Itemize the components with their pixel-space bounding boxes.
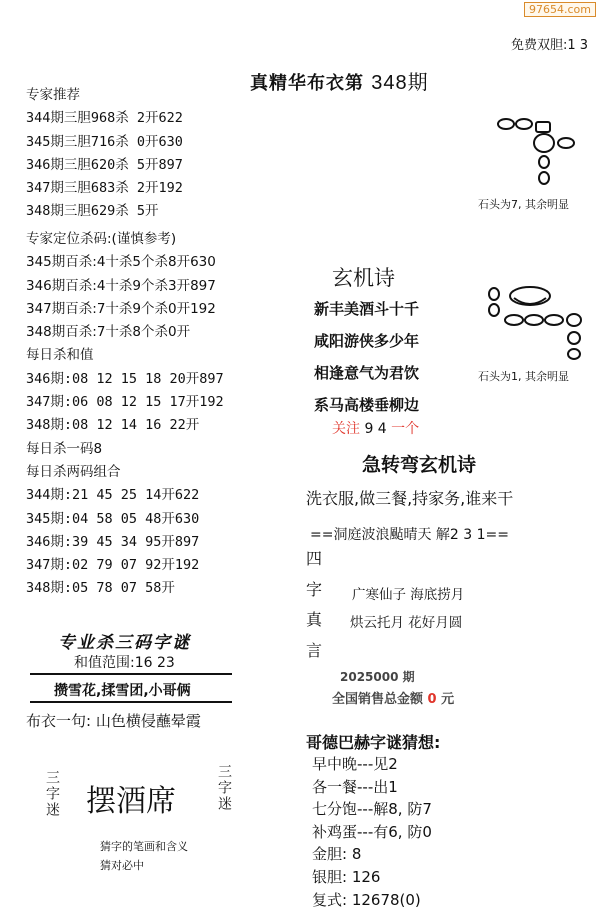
expert-section bbox=[26, 84, 183, 224]
buyi-line: 布衣一句: 山色横侵蘸晕霞 bbox=[26, 712, 201, 730]
four-words-char: 言 bbox=[306, 640, 323, 660]
kill-one-code: 每日杀一码8 bbox=[26, 440, 103, 457]
sum-kill-line: 347期:06 08 12 15 17开192 bbox=[26, 394, 224, 411]
title-issue: 348期 bbox=[371, 72, 429, 94]
xuanji-line: 系马高楼垂柳边 bbox=[314, 396, 420, 414]
turn-poem: 洗衣服,做三餐,持家务,谁来干 bbox=[306, 489, 514, 508]
position-kill-line: 348期百杀:7十杀8个杀0开 bbox=[26, 324, 191, 341]
four-words-char: 真 bbox=[306, 610, 323, 629]
four-words-line: 广寒仙子 海底捞月 bbox=[352, 587, 465, 603]
four-words-char: 字 bbox=[306, 579, 323, 599]
expert-line: 345期三胆716杀 0开630 bbox=[26, 133, 183, 150]
stone-caption: 石头为1, 其余明显 bbox=[478, 370, 569, 383]
xuanji-focus bbox=[332, 418, 419, 438]
title-text: 真精华布衣第 bbox=[250, 73, 364, 94]
expert-line: 347期三胆683杀 2开192 bbox=[26, 180, 183, 197]
riddle-heading: 专业杀三码字谜 bbox=[58, 633, 191, 653]
goldbach-lines bbox=[312, 753, 432, 911]
kill-two-heading: 每日杀两码组合 bbox=[26, 463, 121, 480]
free-double-label: 免费双胆:1 3 bbox=[510, 38, 588, 53]
kill-two-line: 345期:04 58 05 48开630 bbox=[26, 510, 200, 527]
goldbach-line: 早中晚---见2 bbox=[312, 755, 398, 773]
goldbach-heading: 哥德巴赫字谜猜想: bbox=[306, 733, 441, 752]
focus-numbers: 9 4 bbox=[364, 421, 387, 437]
stone-puzzle-image bbox=[484, 276, 596, 360]
kill-two-line: 348期:05 78 07 58开 bbox=[26, 580, 175, 597]
four-words-vertical bbox=[306, 544, 322, 666]
sales-total bbox=[332, 688, 454, 707]
riddle-hint: 猜字的笔画和含义 bbox=[100, 840, 188, 853]
sum-kill-line: 348期:08 12 14 16 22开 bbox=[26, 417, 200, 434]
position-kill-line: 346期百杀:4十杀9个杀3开897 bbox=[26, 277, 216, 294]
goldbach-line: 复式: 12678(0) bbox=[312, 890, 421, 909]
expert-line: 346期三胆620杀 5开897 bbox=[26, 156, 183, 173]
xuanji-line: 新丰美酒斗十千 bbox=[314, 300, 420, 318]
goldbach-line: 金胆: 8 bbox=[312, 845, 362, 864]
position-kill-heading: 专家定位杀码:(谨慎参考) bbox=[26, 231, 177, 247]
page-title bbox=[250, 66, 429, 95]
sales-amount: 0 bbox=[427, 692, 437, 707]
goldbach-line: 银胆: 126 bbox=[312, 867, 381, 886]
stone-caption: 石头为7, 其余明显 bbox=[478, 198, 569, 211]
xuanji-title: 玄机诗 bbox=[332, 266, 395, 290]
divider bbox=[30, 701, 232, 703]
stone-puzzle-image bbox=[494, 110, 594, 190]
sales-label: 全国销售总金额 bbox=[332, 692, 424, 707]
expert-line: 348期三胆629杀 5开 bbox=[26, 203, 159, 220]
focus-suffix: 一个 bbox=[391, 421, 420, 437]
position-kill-section bbox=[26, 228, 224, 601]
expert-heading: 专家推荐 bbox=[26, 87, 80, 103]
position-kill-line: 347期百杀:7十杀9个杀0开192 bbox=[26, 300, 216, 317]
watermark: 97654.com bbox=[524, 2, 596, 17]
goldbach-line: 补鸡蛋---有6, 防0 bbox=[312, 822, 432, 841]
expert-line: 344期三胆968杀 2开622 bbox=[26, 110, 183, 127]
four-words-char: 四 bbox=[306, 549, 323, 568]
focus-label: 关注 bbox=[332, 421, 360, 437]
kill-two-line: 344期:21 45 25 14开622 bbox=[26, 487, 200, 504]
goldbach-line: 各一餐---出1 bbox=[312, 777, 398, 796]
sum-range: 和值范围:16 23 bbox=[74, 655, 175, 671]
four-words-line: 烘云托月 花好月圆 bbox=[350, 615, 463, 631]
sales-unit: 元 bbox=[441, 692, 455, 707]
riddle-phrase: 攒雪花,揉雪团,小哥俩 bbox=[54, 683, 191, 699]
xuanji-line: 相逢意气为君饮 bbox=[314, 364, 420, 382]
divider bbox=[30, 673, 232, 675]
turn-title: 急转弯玄机诗 bbox=[362, 454, 477, 476]
position-kill-line: 345期百杀:4十杀5个杀8开630 bbox=[26, 254, 216, 271]
sales-issue: 2025000 期 bbox=[340, 670, 415, 684]
riddle-main-word: 摆酒席 bbox=[86, 784, 176, 819]
three-word-riddle-label-left: 三字迷 bbox=[44, 770, 60, 818]
sum-kill-line: 346期:08 12 15 18 20开897 bbox=[26, 370, 224, 387]
sum-kill-heading: 每日杀和值 bbox=[26, 347, 94, 364]
three-word-riddle-label-right: 三字迷 bbox=[216, 764, 232, 812]
xuanji-line: 咸阳游侠多少年 bbox=[314, 332, 420, 350]
kill-two-line: 347期:02 79 07 92开192 bbox=[26, 557, 200, 574]
kill-two-line: 346期:39 45 34 95开897 bbox=[26, 533, 200, 550]
riddle-hint: 猜对必中 bbox=[100, 859, 144, 872]
goldbach-line: 七分饱---解8, 防7 bbox=[312, 800, 432, 819]
turn-solve: ==洞庭波浪颭晴天 解2 3 1== bbox=[310, 527, 509, 543]
